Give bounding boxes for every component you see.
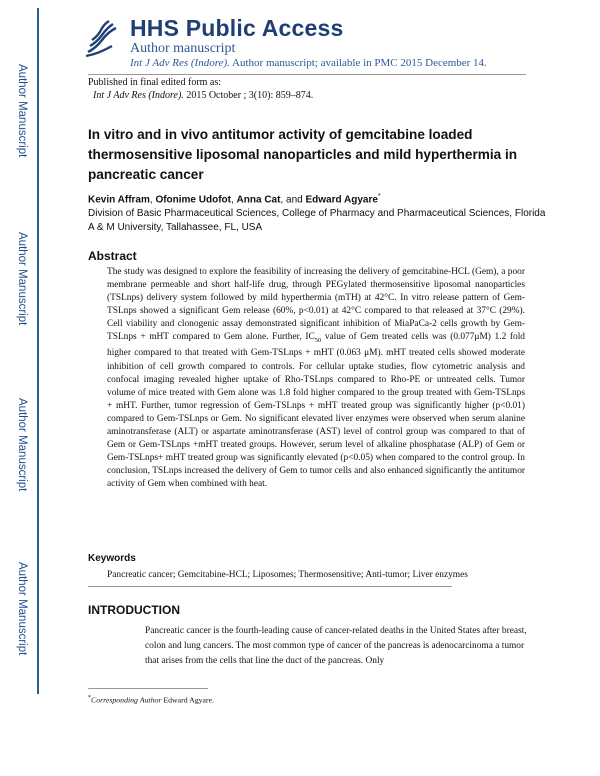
author-list: Kevin Affram, Ofonime Udofot, Anna Cat, and Edward Agyare* [88,193,381,206]
article-title: In vitro and in vivo antitumor activity of gemcitabine loaded thermosensitive liposomal nanoparticles and mild hyperthermia in pancreatic cancer [88,127,518,182]
keywords-text: Pancreatic cancer; Gemcitabine-HCL; Liposomes; Thermosensitive; Anti-tumor; Liver enzymes [107,570,468,580]
published-label: Published in final edited form as: [88,77,222,88]
published-journal: Int J Adv Res (Indore). [93,90,184,101]
keywords-heading: Keywords [88,553,136,564]
abstract-text [107,266,525,491]
published-citation [93,90,313,101]
side-label-4: Author Manuscript [16,562,28,656]
author-manuscript-label: Author manuscript [130,41,236,56]
abstract-text-part1: The study was designed to explore the feasibility of increasing the delivery of gemcitabine-HCL (Gem), a poor membrane permeable and short half-life drug, through PEGylated thermosensitive liposomal nanoparticles (TSLnps) delivery system followed by mild hyperthermia (mTH) at 42°C. In vitro release pattern of Gem-TSLnps showed a significant Gem release (60%, p<0.01) at 42°C compared to that released at 37°C (29%). Cell viability and clonogenic assay demonstrated significant inhibition of MiaPaCa-2 cells growth by Gem-TSLnps + mHT compared to Gem alone. Further, IC [107,267,525,343]
footnote-rule [88,688,208,689]
footnote: *Corresponding Author Edward Agyare. [88,695,215,705]
footnote-name: Edward Agyare. [161,695,215,705]
header-rule [88,74,526,75]
side-label-1: Author Manuscript [16,64,28,158]
affiliation: Division of Basic Pharmaceutical Sciences, College of Pharmacy and Pharmaceutical Sciences, Florida A & M University, Tallahassee, FL, USA [88,208,546,233]
introduction-heading: INTRODUCTION [88,603,180,617]
side-rule [37,8,39,694]
abstract-text-part2: value of Gem treated cells was (0.077μM) 1.2 fold higher compared to that treated with Gem-TSLnps + mHT (0.063 μM). mHT treated cells showed moderate inhibition of cell growth compared to controls. For cellular uptake studies, flow cytometric analysis and confocal imaging revealed higher uptake of Rho-TSLnps compared to Rho-PE or untreated cells. Tumor volume of mice treated with Gem alone was 1.8 fold higher compared to the group treated with Gem-TSLnps + mHT. Further, tumor regression of Gem-TSLnps + mHT treated group was significantly higher (p<0.01) compared to Gem-TSLnps or Gem. No significant elevated liver enzymes were observed when serum alanine aminotransferase (ALT) or aspartate aminotransferase (AST) level of control group was compared to that of Gem or Gem-TSLnps +mHT treated groups. However, serum level of alkaline phosphatase (ALP) of Gem or Gem-TSLnps+ mHT treated group was significantly elevated (p<0.05) when compared to the control group. In conclusion, TSLnps increased the delivery of Gem to tumor cells and also enhanced significantly the antitumor activity of Gem when combined with heat. [107,332,525,490]
published-ref: 2015 October ; 3(10): 859–874. [183,90,314,101]
ic-subscript: 50 [314,337,322,345]
header-citation-journal: Int J Adv Res (Indore). [130,57,230,69]
keywords-rule [88,586,452,587]
abstract-heading: Abstract [88,249,137,263]
hhs-eagle-logo-icon [82,18,122,60]
side-label-2: Author Manuscript [16,232,28,326]
introduction-text: Pancreatic cancer is the fourth-leading cause of cancer-related deaths in the United States after breast, colon and lung cancers. The most common type of cancer of the pancreas is adenocarcinoma a tumor that arises from the cells that line the duct of the pancreas. Only [145,626,527,666]
header-citation-rest: Author manuscript; available in PMC 2015 December 14. [229,57,487,69]
header-citation [130,57,487,69]
side-label-3: Author Manuscript [16,398,28,492]
hhs-title: HHS Public Access [130,15,344,41]
footnote-label: Corresponding Author [91,695,162,705]
